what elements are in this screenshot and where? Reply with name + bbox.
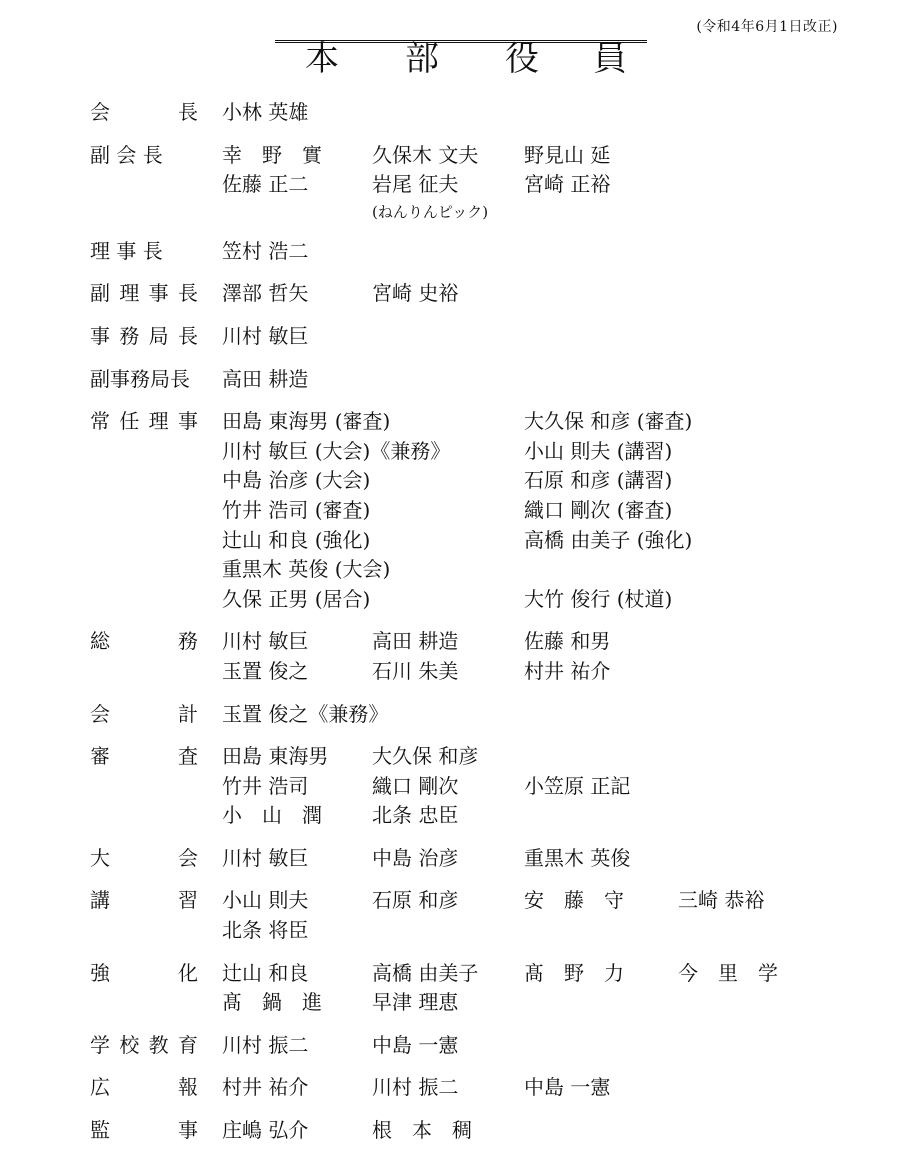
role-label: 監 事 [90,1118,198,1143]
member-name: 髙 鍋 進 [222,990,322,1015]
member-name: 宮崎 史裕 [372,281,459,306]
roster-row [0,279,900,309]
title-char: 本 [305,39,339,79]
roster-note-row [0,200,900,224]
roster-row [0,98,900,128]
page-title [275,38,647,79]
role-label: 理 事 長 [90,238,163,263]
roster-row [0,466,900,496]
roster-row [0,1031,900,1061]
member-name: 岩尾 征夫 [372,172,459,197]
roster-row [0,916,900,946]
member-note: (ねんりんピック) [372,202,489,221]
member-name: 久保木 文夫 [372,142,479,167]
member-name: 中島 一憲 [372,1032,459,1057]
roster-row [0,627,900,657]
revision-note: (令和4年6月1日改正) [696,19,838,35]
title-char: 部 [405,39,439,79]
role-label: 会 計 [90,701,198,726]
member-name: 大久保 和彦 [372,744,479,769]
member-name: 川村 振二 [372,1075,459,1100]
roster-row [0,365,900,395]
member-name: 小林 英雄 [222,100,309,124]
member-name: 早津 理恵 [372,990,459,1015]
roster-section [0,322,900,352]
member-name: 竹井 浩司 [222,773,309,798]
member-name: 織口 剛次 [372,773,459,798]
member-name: 小笠原 正記 [524,773,631,798]
member-name: 北条 将臣 [222,918,309,943]
member-name: 大久保 和彦 (審査) [524,409,693,434]
roster-row [0,801,900,831]
roster-section [0,844,900,874]
member-name: 石川 朱美 [372,658,459,683]
roster-row [0,988,900,1018]
roster-section [0,742,900,831]
title-char: 員 [593,39,627,79]
roster-row [0,322,900,352]
roster-section [0,1073,900,1103]
member-name: 織口 剛次 (審査) [524,497,673,522]
role-label: 会 長 [90,100,198,124]
roster-row [0,141,900,171]
roster-row [0,886,900,916]
roster-section [0,1116,900,1146]
role-label: 副理事長 [90,281,198,306]
member-name: 根 本 稠 [372,1118,472,1143]
member-name: 佐藤 正二 [222,172,309,197]
member-name: 玉置 俊之 [222,658,309,683]
member-name: 田島 東海男 (審査) [222,409,391,434]
member-name: 笠村 浩二 [222,238,309,263]
roster-row [0,170,900,200]
role-label: 大 会 [90,845,198,870]
officer-roster [0,98,900,1159]
roster-row [0,844,900,874]
member-name: 村井 祐介 [524,658,611,683]
roster-section [0,700,900,730]
member-name: 庄嶋 弘介 [222,1118,309,1143]
roster-row [0,526,900,556]
member-name: 重黒木 英俊 [524,845,631,870]
roster-row [0,772,900,802]
roster-section [0,98,900,128]
roster-row [0,959,900,989]
member-name: 竹井 浩司 (審査) [222,497,371,522]
member-name: 中島 治彦 (大会) [222,468,371,493]
roster-row [0,437,900,467]
role-label: 審 査 [90,744,198,769]
roster-section [0,959,900,1018]
role-label: 強 化 [90,960,198,985]
member-name: 北条 忠臣 [372,803,459,828]
member-name: 村井 祐介 [222,1075,309,1100]
member-name: 大竹 俊行 (杖道) [524,586,673,611]
member-name: 川村 敏巨 [222,323,309,348]
member-name: 高橋 由美子 (強化) [524,527,693,552]
member-name: 澤部 哲矢 [222,281,309,306]
member-name: 佐藤 和男 [524,629,611,654]
member-name: 川村 敏巨 [222,845,309,870]
member-name: 玉置 俊之《兼務》 [222,701,389,726]
role-label: 常任理事 [90,409,198,434]
member-name: 中島 治彦 [372,845,459,870]
member-name: 重黒木 英俊 (大会) [222,557,391,582]
member-name: 幸 野 實 [222,142,322,167]
member-name: 石原 和彦 (講習) [524,468,673,493]
roster-section [0,365,900,395]
member-name: 高田 耕造 [372,629,459,654]
member-name: 田島 東海男 [222,744,329,769]
roster-section [0,886,900,945]
role-label: 学校教育 [90,1032,198,1057]
member-name: 今 里 学 [678,960,778,985]
member-name: 久保 正男 (居合) [222,586,371,611]
title-char: 役 [505,39,539,79]
roster-row [0,700,900,730]
roster-row [0,742,900,772]
role-label: 副 会 長 [90,142,163,167]
member-name: 宮崎 正裕 [524,172,611,197]
member-name: 三崎 恭裕 [678,888,765,913]
member-name: 小 山 潤 [222,803,322,828]
roster-row [0,237,900,267]
role-label: 総 務 [90,629,198,654]
roster-row [0,657,900,687]
roster-row [0,1073,900,1103]
roster-row [0,1116,900,1146]
member-name: 辻山 和良 [222,960,309,985]
member-name: 川村 振二 [222,1032,309,1057]
roster-row [0,585,900,615]
member-name: 小山 則夫 (講習) [524,438,673,463]
roster-section [0,407,900,614]
member-name: 川村 敏巨 [222,629,309,654]
member-name: 高橋 由美子 [372,960,479,985]
member-name: 石原 和彦 [372,888,459,913]
role-label: 広 報 [90,1075,198,1100]
roster-section [0,279,900,309]
roster-row [0,555,900,585]
roster-section [0,237,900,267]
role-label: 事務局長 [90,323,198,348]
member-name: 辻山 和良 (強化) [222,527,371,552]
roster-row [0,496,900,526]
member-name: 小山 則夫 [222,888,309,913]
member-name: 中島 一憲 [524,1075,611,1100]
role-label: 講 習 [90,888,198,913]
roster-section [0,141,900,224]
roster-row [0,407,900,437]
member-name: 安 藤 守 [524,888,624,913]
member-name: 高田 耕造 [222,366,309,391]
member-name: 川村 敏巨 (大会)《兼務》 [222,438,451,463]
member-name: 野見山 延 [524,142,611,167]
roster-section [0,1031,900,1061]
role-label: 副事務局長 [90,366,190,391]
member-name: 髙 野 力 [524,960,624,985]
roster-section [0,627,900,686]
